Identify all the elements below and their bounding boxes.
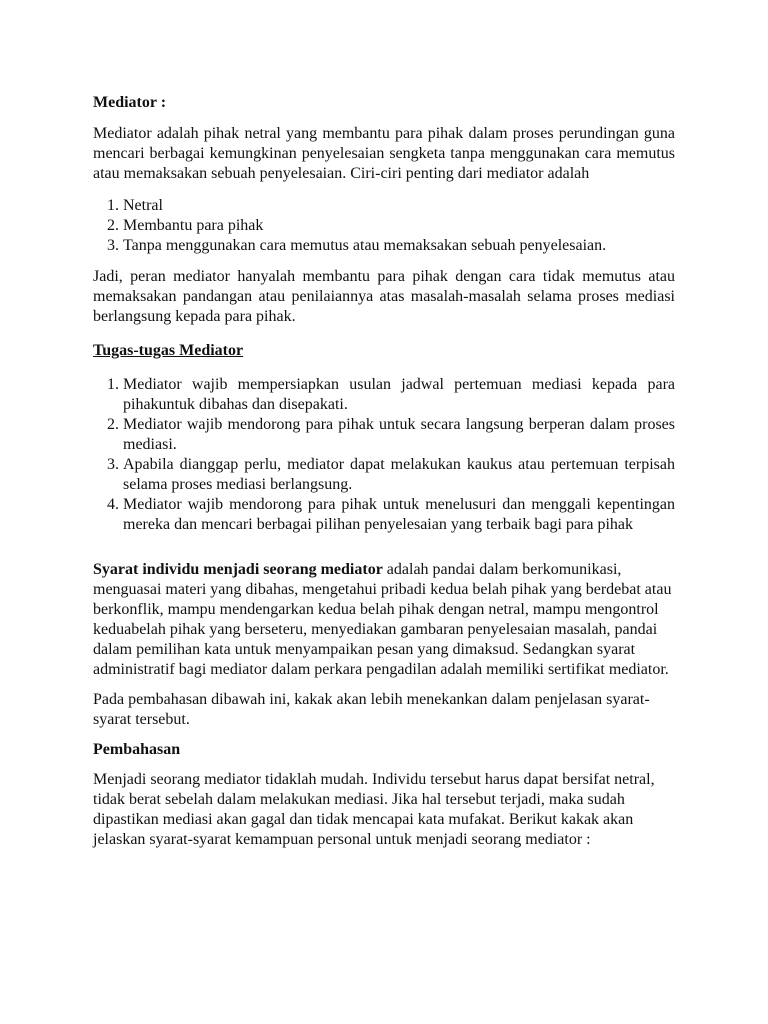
list-item: 2. Membantu para pihak	[123, 216, 675, 236]
list-item: 2. Mediator wajib mendorong para pihak untuk secara langsung berperan dalam proses mediasi.	[123, 415, 675, 455]
ciri-list	[93, 196, 675, 256]
document-page	[93, 93, 675, 850]
list-item: 3. Tanpa menggunakan cara memutus atau memaksakan sebuah penyelesaian.	[123, 236, 675, 256]
list-item: 1. Mediator wajib mempersiapkan usulan jadwal pertemuan mediasi kepada para pihakuntuk dibahas dan disepakati.	[123, 375, 675, 415]
list-item: 3. Apabila dianggap perlu, mediator dapat melakukan kaukus atau pertemuan terpisah selama proses mediasi berlangsung.	[123, 455, 675, 495]
list-item: 4. Mediator wajib mendorong para pihak untuk menelusuri dan menggali kepentingan mereka dan mencari berbagai pilihan penyelesaian yang terbaik bagi para pihak	[123, 495, 675, 535]
peran-paragraph: Jadi, peran mediator hanyalah membantu para pihak dengan cara tidak memutus atau memaksakan pandangan atau penilaiannya atas masalah-masalah selama proses mediasi berlangsung kepada para pihak.	[93, 268, 675, 325]
intro-paragraph: Mediator adalah pihak netral yang membantu para pihak dalam proses perundingan guna mencari berbagai kemungkinan penyelesaian sengketa tanpa menggunakan cara memutus atau memaksakan sebuah penyelesaian. Ciri-ciri penting dari mediator adalah	[93, 125, 675, 182]
tugas-list	[93, 375, 675, 535]
pembahasan-paragraph: Menjadi seorang mediator tidaklah mudah. Individu tersebut harus dapat bersifat netral, tidak berat sebelah dalam melakukan mediasi. Jika hal tersebut terjadi, maka sudah dipastikan mediasi akan gagal dan tidak mencapai kata mufakat. Berikut kakak akan jelaskan syarat-syarat kemampuan personal untuk menjadi seorang mediator :	[93, 771, 655, 848]
section-title-tugas: Tugas-tugas Mediator	[93, 342, 244, 359]
syarat-text: adalah pandai dalam berkomunikasi, menguasai materi yang dibahas, mengetahui pribadi kedua belah pihak yang berdebat atau berkonflik, mampu mendengarkan kedua belah pihak dengan netral, mampu mengontrol keduabelah pihak yang berseteru, menyediakan gambaran penyelesaian masalah, pandai dalam pemilihan kata untuk menyampaikan pesan yang dimaksud. Sedangkan syarat administratif bagi mediator dalam perkara pengadilan adalah memiliki sertifikat mediator.	[93, 561, 672, 678]
section-title-mediator: Mediator :	[93, 94, 167, 111]
syarat-paragraph	[93, 560, 675, 680]
section-title-pembahasan: Pembahasan	[93, 741, 181, 758]
syarat-bold-lead: Syarat individu menjadi seorang mediator	[93, 561, 383, 578]
pada-paragraph: Pada pembahasan dibawah ini, kakak akan lebih menekankan dalam penjelasan syarat-syarat tersebut.	[93, 691, 650, 728]
list-item: 1. Netral	[123, 196, 675, 216]
